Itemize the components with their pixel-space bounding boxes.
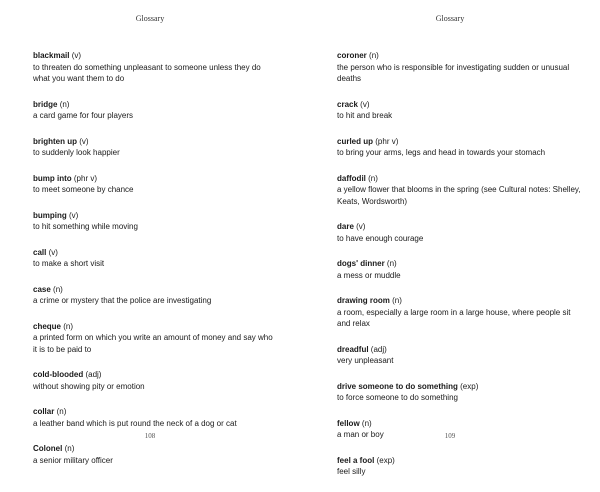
part-of-speech: (v) — [69, 210, 79, 220]
headword: feel a fool — [337, 455, 375, 465]
definition: a man or boy — [337, 430, 384, 439]
definition: a room, especially a large room in a large house, where people sit and relax — [337, 307, 571, 328]
definition: a leather band which is put round the neck of a dog or cat — [33, 418, 237, 428]
glossary-entry — [337, 258, 585, 281]
headword-line — [337, 173, 585, 185]
headword-line — [33, 406, 278, 418]
headword-line — [33, 99, 278, 111]
definition: to bring your arms, legs and head in towards your stomach — [337, 148, 546, 157]
glossary-entry — [33, 210, 278, 233]
headword-line — [337, 455, 585, 467]
headword-line — [337, 381, 585, 393]
glossary-entry — [337, 295, 585, 330]
part-of-speech: (phr v) — [73, 173, 98, 183]
glossary-entry — [33, 173, 278, 196]
definition: a printed form on which you write an amount of money and say who it is to be paid to — [33, 333, 273, 354]
headword-line — [33, 136, 278, 148]
definition: a senior military officer — [33, 455, 113, 465]
definition: a yellow flower that blooms in the spring (see Cultural notes: Shelley, Keats, Wordsworth) — [337, 185, 581, 206]
headword: crack — [337, 99, 358, 109]
definition: a card game for four players — [33, 111, 134, 120]
part-of-speech: (n) — [386, 259, 397, 268]
definition: to threaten do something unpleasant to someone unless they do what you want them to do — [33, 62, 261, 83]
page-number: 109 — [444, 432, 456, 440]
headword-line — [337, 50, 585, 62]
glossary-entry — [33, 136, 278, 159]
glossary-entry — [33, 247, 278, 270]
definition: to hit something while moving — [33, 222, 138, 231]
glossary-entries — [33, 50, 278, 480]
headword-line — [33, 50, 278, 62]
definition: to suddenly look happier — [33, 148, 120, 157]
headword-line — [33, 210, 278, 222]
headword-line — [33, 247, 278, 259]
headword: dogs' dinner — [337, 259, 385, 268]
glossary-entry — [337, 136, 585, 159]
part-of-speech: (n) — [63, 321, 74, 331]
left-page — [0, 0, 300, 465]
definition: to make a short visit — [33, 259, 105, 268]
headword: dare — [337, 222, 354, 231]
headword: drive someone to do something — [337, 381, 458, 391]
part-of-speech: (n) — [56, 407, 67, 416]
running-head: Glossary — [435, 14, 465, 23]
part-of-speech: (v) — [356, 222, 366, 231]
glossary-entry — [33, 99, 278, 122]
definition: feel silly — [337, 467, 366, 476]
part-of-speech: (n) — [361, 418, 372, 428]
part-of-speech: (n) — [64, 444, 75, 453]
headword-line — [337, 136, 585, 148]
part-of-speech: (v) — [79, 136, 89, 146]
glossary-entry — [337, 99, 585, 122]
glossary-entry — [337, 344, 585, 367]
part-of-speech: (n) — [369, 51, 379, 60]
definition: to force someone to do something — [337, 393, 458, 402]
part-of-speech: (v) — [360, 99, 370, 109]
glossary-entry — [33, 369, 278, 392]
definition: to have enough courage — [337, 233, 424, 243]
glossary-entry — [33, 321, 278, 356]
part-of-speech: (n) — [53, 284, 63, 294]
headword: call — [33, 247, 47, 257]
headword: daffodil — [337, 173, 366, 183]
part-of-speech: (v) — [48, 247, 58, 257]
headword: bump into — [33, 173, 72, 183]
headword: dreadful — [337, 344, 369, 354]
headword-line — [33, 173, 278, 185]
definition: the person who is responsible for investigating sudden or unusual deaths — [337, 62, 570, 83]
headword-line — [337, 258, 585, 270]
page-number: 108 — [144, 432, 156, 440]
glossary-entry — [33, 50, 278, 85]
glossary-entries — [337, 50, 585, 492]
running-head: Glossary — [135, 14, 165, 23]
part-of-speech: (phr v) — [375, 136, 399, 146]
headword: curled up — [337, 136, 374, 146]
glossary-entry — [33, 443, 278, 466]
part-of-speech: (n) — [368, 173, 378, 183]
part-of-speech: (adj) — [370, 344, 387, 354]
definition: without showing pity or emotion — [33, 381, 145, 391]
headword-line — [33, 284, 278, 296]
part-of-speech: (n) — [392, 296, 402, 305]
glossary-entry — [337, 173, 585, 208]
part-of-speech: (adj) — [85, 370, 102, 379]
headword-line — [337, 295, 585, 307]
definition: to hit and break — [337, 111, 393, 120]
part-of-speech: (exp) — [460, 381, 479, 391]
glossary-entry — [337, 221, 585, 244]
headword: coroner — [337, 51, 367, 60]
definition: a crime or mystery that the police are investigating — [33, 296, 212, 305]
definition: very unpleasant — [337, 356, 394, 365]
headword-line — [337, 418, 585, 430]
headword: bridge — [33, 99, 58, 109]
headword-line — [337, 344, 585, 356]
headword: case — [33, 284, 51, 294]
part-of-speech: (exp) — [376, 455, 395, 465]
glossary-entry — [337, 381, 585, 404]
glossary-entry — [33, 406, 278, 429]
headword-line — [337, 99, 585, 111]
glossary-entry — [33, 284, 278, 307]
definition: to meet someone by chance — [33, 185, 134, 194]
glossary-entry — [337, 455, 585, 478]
definition: a mess or muddle — [337, 270, 401, 280]
part-of-speech: (v) — [71, 51, 82, 60]
headword: Colonel — [33, 444, 63, 453]
headword-line — [33, 443, 278, 455]
headword: cold-blooded — [33, 370, 84, 379]
headword: collar — [33, 407, 55, 416]
part-of-speech: (n) — [59, 99, 70, 109]
headword: drawing room — [337, 296, 390, 305]
right-page — [300, 0, 600, 476]
headword: brighten up — [33, 136, 77, 146]
headword-line — [33, 321, 278, 333]
headword: fellow — [337, 418, 360, 428]
glossary-entry — [337, 50, 585, 85]
headword-line — [33, 369, 278, 381]
headword-line — [337, 221, 585, 233]
headword: blackmail — [33, 51, 70, 60]
headword: cheque — [33, 321, 62, 331]
headword: bumping — [33, 210, 67, 220]
